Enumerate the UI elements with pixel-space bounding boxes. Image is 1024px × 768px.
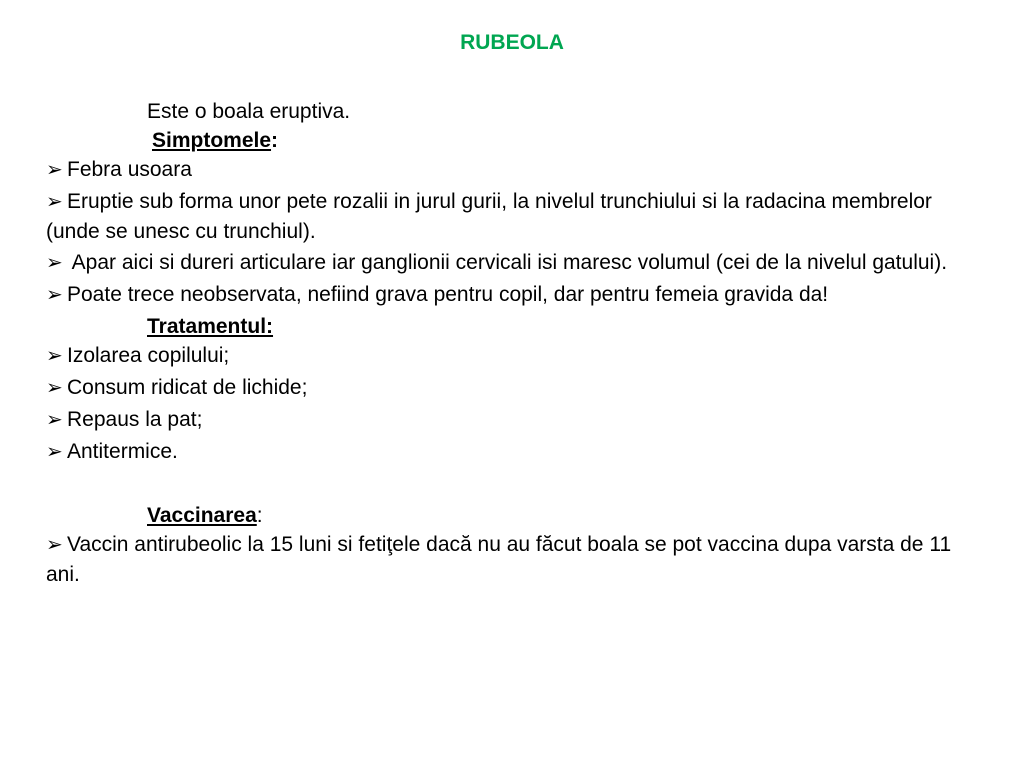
arrow-bullet-icon: ➢ xyxy=(46,284,63,306)
bullet-text: Repaus la pat; xyxy=(67,408,203,431)
bullet-item xyxy=(46,280,986,310)
arrow-bullet-icon: ➢ xyxy=(46,191,63,213)
section-spacer xyxy=(46,469,986,501)
bullet-item xyxy=(46,248,986,278)
intro-text: Este o boala eruptiva. xyxy=(147,100,351,123)
section-heading-suffix: : xyxy=(256,504,263,527)
bullet-item xyxy=(46,437,986,467)
bullet-text: Izolarea copilului; xyxy=(67,344,230,367)
section-heading-simptomele xyxy=(46,126,986,155)
arrow-bullet-icon: ➢ xyxy=(46,441,63,463)
bullet-text: Eruptie sub forma unor pete rozalii in jurul gurii, la nivelul trunchiului si la radacina membrelor (unde se unesc cu trunchiul). xyxy=(46,190,932,243)
section-heading-text: Vaccinarea xyxy=(147,504,257,527)
slide-title: RUBEOLA xyxy=(460,31,564,54)
bullet-text: Poate trece neobservata, nefiind grava pentru copil, dar pentru femeia gravida da! xyxy=(67,283,829,306)
bullet-item xyxy=(46,187,986,246)
section-heading-text: Simptomele xyxy=(152,129,272,152)
slide-content xyxy=(46,97,986,591)
section-heading-vaccinarea xyxy=(46,501,986,530)
section-heading-suffix: : xyxy=(271,129,279,152)
bullet-text: Consum ridicat de lichide; xyxy=(67,376,308,399)
arrow-bullet-icon: ➢ xyxy=(46,159,63,181)
bullet-text: Vaccin antirubeolic la 15 luni si fetiţele dacă nu au făcut boala se pot vaccina dupa varsta de 11 ani. xyxy=(46,533,952,586)
bullet-text: Febra usoara xyxy=(67,158,192,181)
arrow-bullet-icon: ➢ xyxy=(46,409,63,431)
arrow-bullet-icon: ➢ xyxy=(46,534,63,556)
arrow-bullet-icon: ➢ xyxy=(46,252,63,274)
bullet-item xyxy=(46,341,986,371)
bullet-item xyxy=(46,373,986,403)
section-heading-tratamentul xyxy=(46,312,986,341)
bullet-item xyxy=(46,405,986,435)
bullet-text: Apar aici si dureri articulare iar ganglionii cervicali isi maresc volumul (cei de la nivelul gatului). xyxy=(67,251,948,274)
bullet-item xyxy=(46,530,986,589)
arrow-bullet-icon: ➢ xyxy=(46,377,63,399)
section-heading-text: Tratamentul: xyxy=(147,315,274,338)
arrow-bullet-icon: ➢ xyxy=(46,345,63,367)
bullet-item xyxy=(46,155,986,185)
bullet-text: Antitermice. xyxy=(67,440,178,463)
